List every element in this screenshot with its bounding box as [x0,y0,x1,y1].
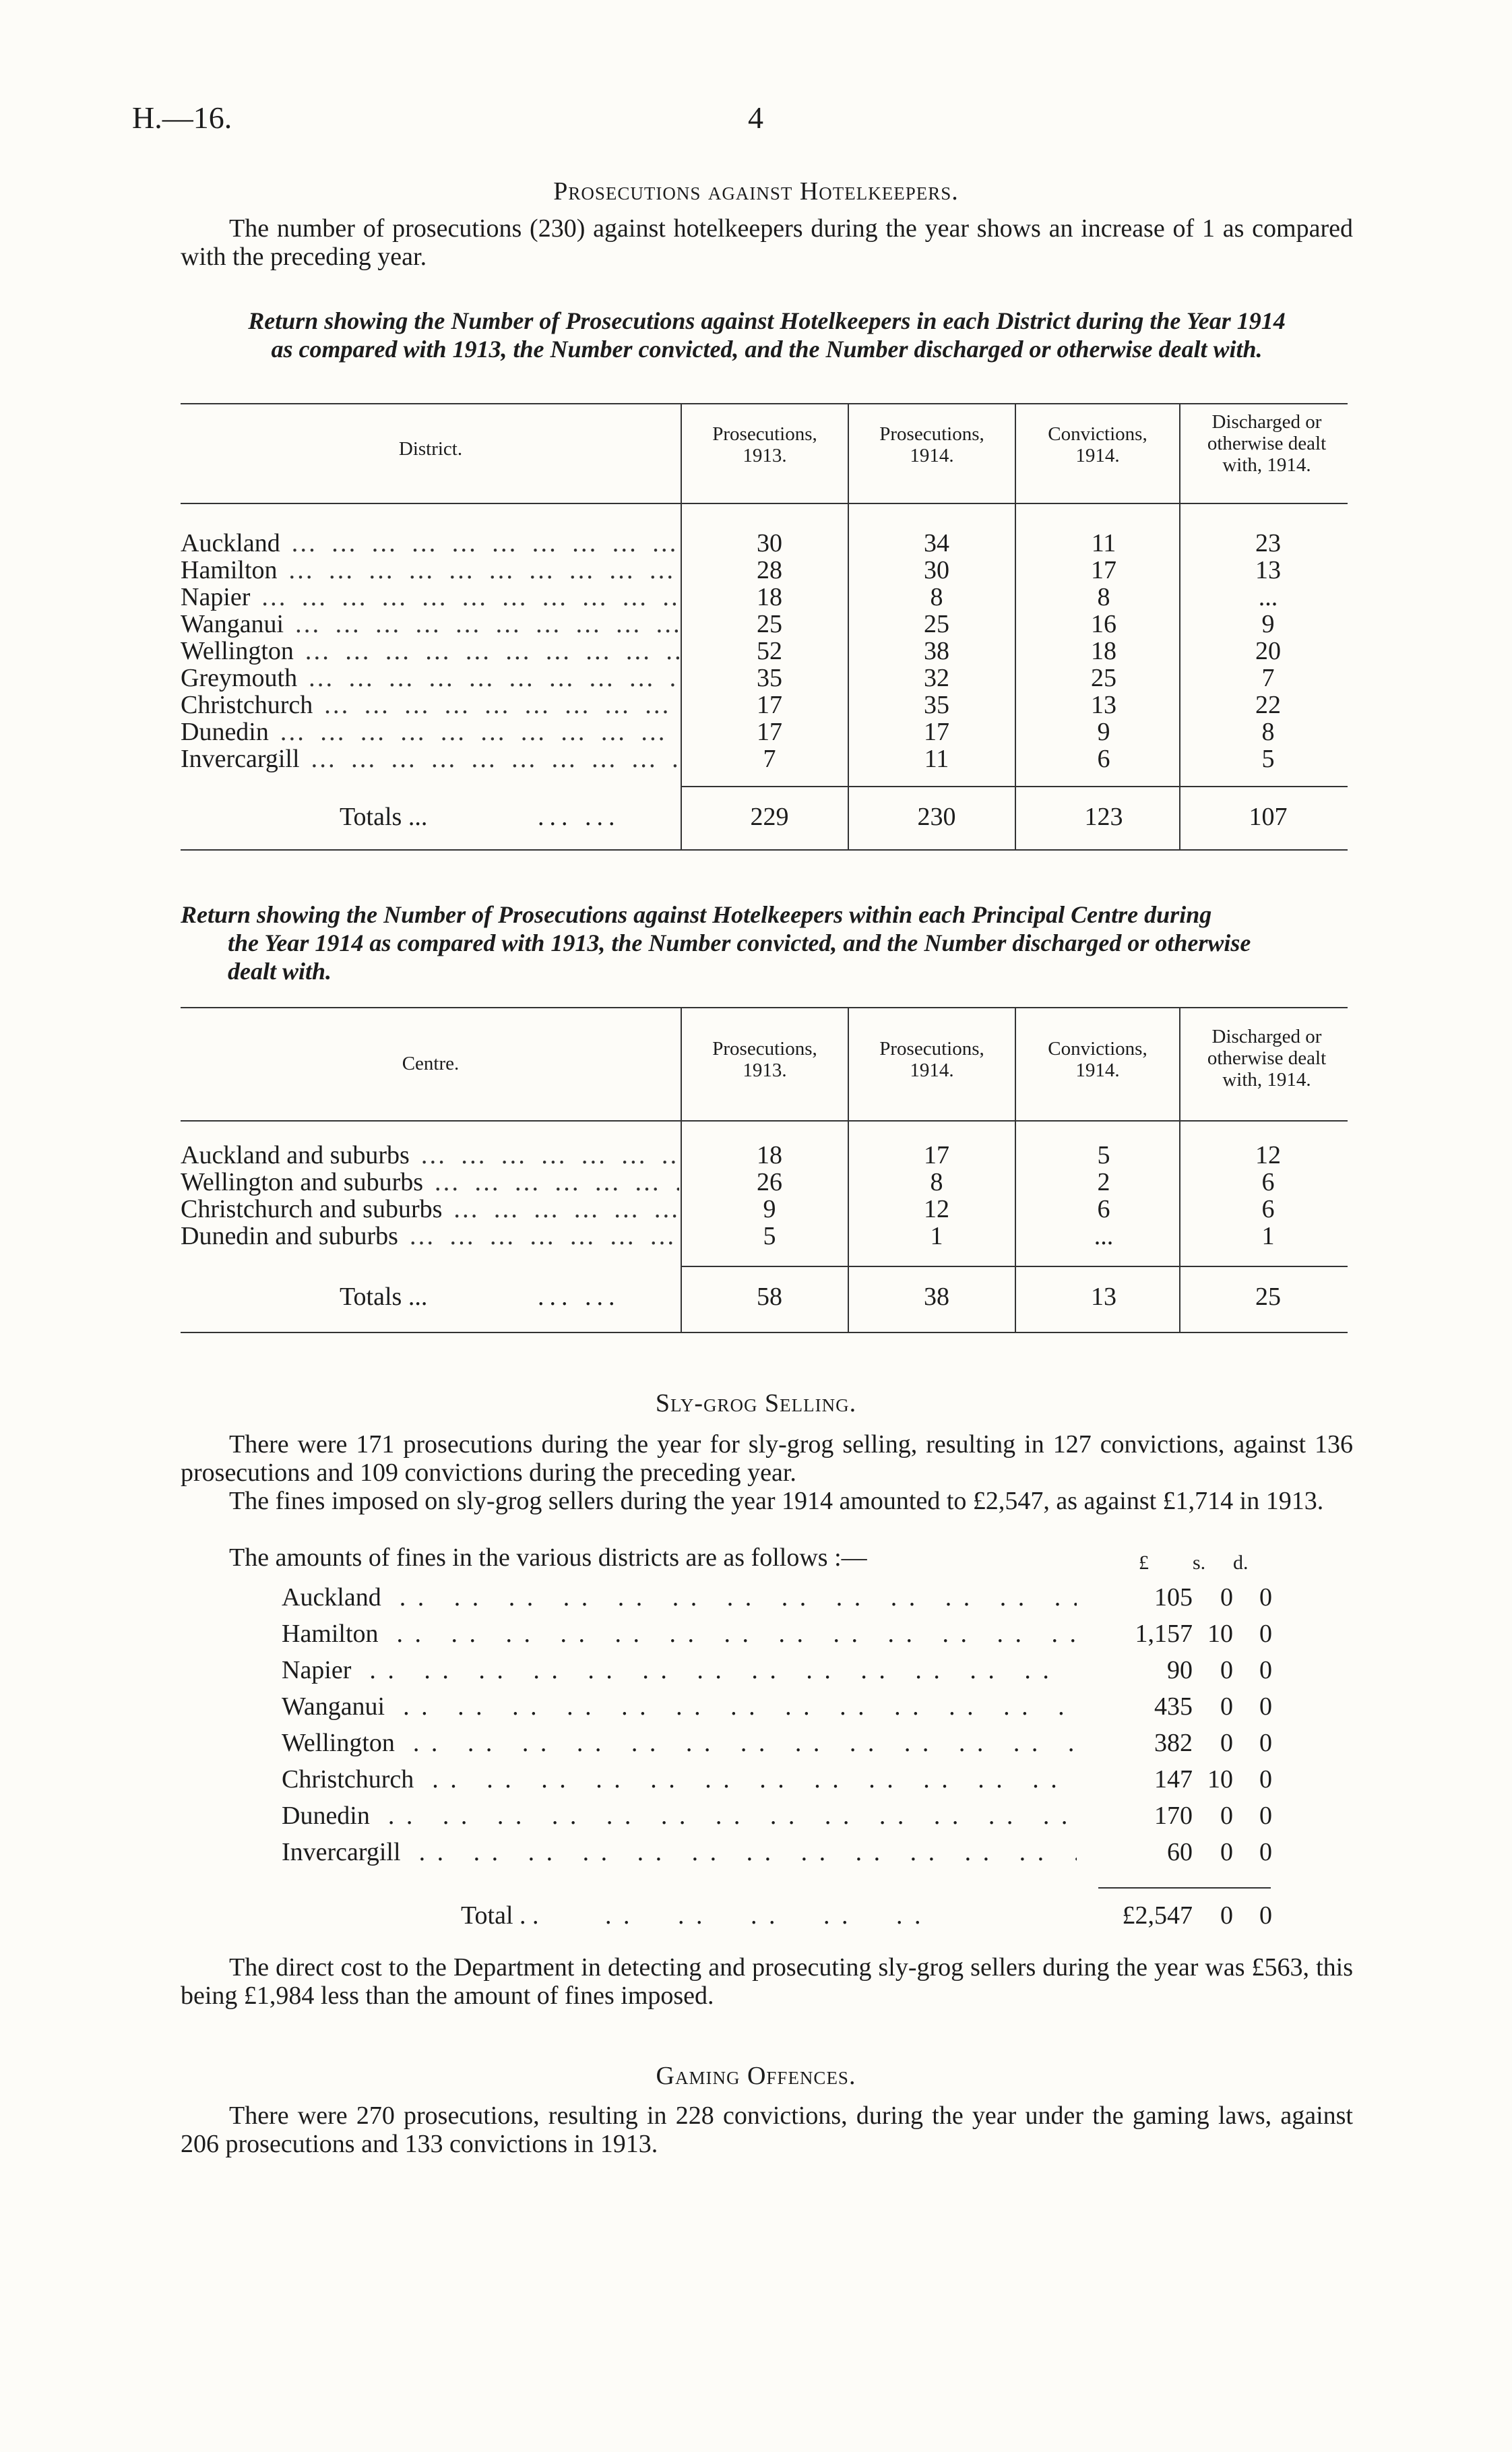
col-head-line: with, 1914. [1222,1069,1311,1091]
total-prosecutions-1914: 38 [924,1283,949,1311]
cell-convictions: 6 [1097,1195,1110,1223]
table-row [181,638,1348,665]
col-head-prosecutions-1914 [854,1038,1009,1081]
table-row [181,1196,1348,1223]
fines-total-row [282,1899,1272,1932]
total-discharged: 25 [1255,1283,1281,1311]
paragraph-slygrog-2 [181,1487,1353,1515]
cell-convictions: 25 [1091,664,1116,692]
row-centre: Christchurch and suburbs … … … … … … … … … … … … … … [181,1196,679,1223]
table-row [181,1223,1348,1250]
table-row [181,665,1348,692]
fines-pence: 0 [1259,1692,1272,1721]
fines-shillings: 0 [1220,1729,1233,1757]
col-head-line: Convictions, [1048,423,1147,445]
cell-convictions: 16 [1091,610,1116,638]
table2-caption-line3: dealt with. [228,958,332,985]
table1-caption [181,307,1353,363]
col-head-line: Prosecutions, [712,423,817,445]
fines-district: Hamilton . . [282,1618,1077,1650]
fines-shillings: 0 [1220,1583,1233,1612]
page-number: 4 [748,100,763,135]
fines-row [282,1654,1272,1686]
fines-pence: 0 [1259,1802,1272,1830]
cell-prosecutions-1913: 28 [757,556,782,584]
totals-label: Totals ... [340,803,428,831]
cell-prosecutions-1913: 17 [757,691,782,719]
col-head-prosecutions-1913 [687,1038,842,1081]
cell-discharged: 9 [1261,610,1275,638]
total-prosecutions-1913: 58 [757,1283,782,1311]
col-head-line: 1914. [1075,445,1120,466]
col-head-discharged [1185,411,1349,476]
cell-discharged: 6 [1261,1168,1275,1196]
paragraph-hotelkeepers-intro [181,214,1353,271]
cell-prosecutions-1914: 12 [924,1195,949,1223]
section-heading-slygrog: Sly-grog Selling. [655,1389,857,1417]
cell-prosecutions-1914: 11 [924,745,949,773]
cell-prosecutions-1913: 52 [757,637,782,665]
table-row [181,530,1348,557]
cell-prosecutions-1914: 30 [924,556,949,584]
fines-pounds: 90 [1167,1656,1193,1684]
fines-district: Wanganui . . [282,1690,1077,1723]
fines-row [282,1690,1272,1723]
row-centre: Wellington and suburbs … … … … … … … … … … … … … … [181,1169,679,1196]
table-rule [181,1007,1348,1008]
fines-pence: 0 [1259,1620,1272,1648]
row-centre: Dunedin and suburbs … … … … … … … … … … … … … … [181,1223,679,1250]
fines-pounds: 105 [1154,1583,1193,1612]
row-district: Hamilton … … … … … … … … … … … … … … [181,557,679,584]
cell-discharged: 22 [1255,691,1281,719]
cell-prosecutions-1914: 35 [924,691,949,719]
table2-caption-line2: the Year 1914 as compared with 1913, the Number convicted, and the Number discharged or otherwise [228,929,1251,956]
fines-shillings: 10 [1207,1620,1233,1648]
cell-discharged: ... [1258,583,1278,611]
fines-shillings: 0 [1220,1656,1233,1684]
cell-prosecutions-1913: 25 [757,610,782,638]
fines-pence: 0 [1259,1729,1272,1757]
cell-convictions: ... [1094,1222,1114,1250]
col-head-line: 1914. [910,1060,954,1081]
fines-shillings: 0 [1220,1838,1233,1866]
cell-prosecutions-1913: 18 [757,1141,782,1169]
fines-shillings: 10 [1207,1765,1233,1794]
fines-pounds: 60 [1167,1838,1193,1866]
centre-table [181,1007,1348,1337]
paragraph-slygrog-3 [181,1543,1353,1572]
cell-convictions: 2 [1097,1168,1110,1196]
table-row [181,1169,1348,1196]
cell-prosecutions-1913: 7 [763,745,776,773]
table1-caption-line2: as compared with 1913, the Number convicted, and the Number discharged or otherwise dealt with. [271,336,1263,363]
fines-total-label: Total . . [461,1901,539,1930]
totals-label: Totals ... [340,1283,428,1311]
row-district: Auckland … … … … … … … … … … … … … … [181,530,679,557]
cell-discharged: 20 [1255,637,1281,665]
col-head-line: with, 1914. [1222,454,1311,476]
cell-convictions: 5 [1097,1141,1110,1169]
fines-pence: 0 [1259,1583,1272,1612]
cell-prosecutions-1913: 18 [757,583,782,611]
row-district: Greymouth … … … … … … … … … … … … … … [181,665,679,692]
cell-prosecutions-1913: 17 [757,718,782,746]
col-head-line: Prosecutions, [879,1038,984,1060]
table-row [181,557,1348,584]
fines-row [282,1618,1272,1650]
col-head-line: Discharged or [1211,411,1322,433]
col-head-centre: Centre. [402,1053,460,1074]
total-convictions: 123 [1084,803,1123,831]
col-head-convictions-1914 [1021,423,1174,466]
fines-total-pounds: £2,547 [1122,1901,1193,1930]
col-head-line: otherwise dealt [1207,1047,1327,1069]
table-row [181,745,1348,772]
row-district: Invercargill … … … … … … … … … … … … … … [181,745,679,772]
col-head-discharged [1185,1026,1349,1091]
cell-prosecutions-1914: 17 [924,718,949,746]
cell-convictions: 6 [1097,745,1110,773]
table-rule [181,403,1348,404]
cell-convictions: 8 [1097,583,1110,611]
fines-shillings: 0 [1220,1802,1233,1830]
fines-row [282,1581,1272,1614]
paragraph-text: The amounts of fines in the various districts are as follows :— [229,1543,867,1572]
col-head-line: otherwise dealt [1207,433,1327,454]
fines-district: Wellington . . [282,1727,1077,1759]
table2-caption-line1: Return showing the Number of Prosecutions against Hotelkeepers within each Principal Centre during [181,901,1212,928]
cell-prosecutions-1914: 8 [930,583,943,611]
row-centre: Auckland and suburbs … … … … … … … … … … … … … … [181,1142,679,1169]
cell-discharged: 5 [1261,745,1275,773]
fines-district: Napier . . [282,1654,1077,1686]
cell-prosecutions-1914: 25 [924,610,949,638]
cell-discharged: 12 [1255,1141,1281,1169]
fines-district: Auckland . . [282,1581,1077,1614]
cell-prosecutions-1913: 26 [757,1168,782,1196]
col-head-line: Prosecutions, [712,1038,817,1060]
total-convictions: 13 [1091,1283,1116,1311]
cell-prosecutions-1914: 8 [930,1168,943,1196]
paragraph-slygrog-4 [181,1953,1353,2010]
fines-row [282,1836,1272,1868]
col-head-line: Discharged or [1211,1026,1322,1047]
col-head-pence: d. [1233,1552,1249,1574]
cell-convictions: 18 [1091,637,1116,665]
cell-prosecutions-1913: 30 [757,529,782,557]
cell-discharged: 8 [1261,718,1275,746]
fines-shillings: 0 [1220,1692,1233,1721]
paragraph-text: The direct cost to the Department in detecting and prosecuting sly-grog sellers during the year was £563, this being £1,984 less than the amount of fines imposed. [181,1953,1353,2010]
cell-prosecutions-1914: 32 [924,664,949,692]
col-head-prosecutions-1913 [687,423,842,466]
paragraph-text: The fines imposed on sly-grog sellers during the year 1914 amounted to £2,547, as against £1,714 in 1913. [229,1487,1324,1515]
col-head-line: Convictions, [1048,1038,1147,1060]
table2-caption [181,900,1353,985]
row-district: Napier … … … … … … … … … … … … … … [181,584,679,611]
cell-prosecutions-1913: 9 [763,1195,776,1223]
cell-prosecutions-1914: 17 [924,1141,949,1169]
fines-row [282,1727,1272,1759]
fines-pounds: 170 [1154,1802,1193,1830]
fines-district: Dunedin . . [282,1800,1077,1832]
row-district: Christchurch … … … … … … … … … … … … … … [181,692,679,718]
fines-pounds: 435 [1154,1692,1193,1721]
table-rule [181,1120,1348,1122]
fines-pounds: 147 [1154,1765,1193,1794]
totals-row [181,803,1348,830]
col-head-line: 1914. [1075,1060,1120,1081]
paragraph-text: The number of prosecutions (230) against hotelkeepers during the year shows an increase of 1 as compared with the preceding year. [181,214,1353,271]
fines-pounds: 382 [1154,1729,1193,1757]
totals-leader-dots: ... ... [538,803,621,831]
col-head-pounds: £ [1139,1552,1149,1574]
table-row [181,1142,1348,1169]
col-head-line: 1914. [910,445,954,466]
fines-pence: 0 [1259,1656,1272,1684]
row-district: Wellington … … … … … … … … … … … … … … [181,638,679,665]
totals-rule [681,786,1348,787]
fines-total-shillings: 0 [1220,1901,1233,1930]
col-head-line: Prosecutions, [879,423,984,445]
cell-prosecutions-1913: 5 [763,1222,776,1250]
table-rule [181,1332,1348,1333]
col-head-shillings: s. [1193,1552,1206,1574]
total-prosecutions-1914: 230 [917,803,956,831]
col-head-district: District. [398,438,463,460]
cell-convictions: 13 [1091,691,1116,719]
fines-row [282,1800,1272,1832]
row-district: Dunedin … … … … … … … … … … … … … … [181,718,679,745]
document-reference: H.—16. [132,100,232,135]
cell-discharged: 13 [1255,556,1281,584]
fines-total-pence: 0 [1259,1901,1272,1930]
cell-prosecutions-1913: 35 [757,664,782,692]
fines-pence: 0 [1259,1838,1272,1866]
cell-discharged: 23 [1255,529,1281,557]
cell-convictions: 9 [1097,718,1110,746]
table-row [181,611,1348,638]
fines-total-dots: . . . . . . . . . . [605,1901,924,1930]
col-head-prosecutions-1914 [854,423,1009,466]
paragraph-slygrog-1 [181,1430,1353,1487]
paragraph-text: There were 270 prosecutions, resulting in 228 convictions, during the year under the gaming laws, against 206 prosecutions and 133 convictions in 1913. [181,2102,1353,2158]
totals-leader-dots: ... ... [538,1283,621,1311]
col-head-line: 1913. [743,445,787,466]
cell-discharged: 6 [1261,1195,1275,1223]
col-head-convictions-1914 [1021,1038,1174,1081]
fines-district: Christchurch . . [282,1763,1077,1796]
cell-discharged: 1 [1261,1222,1275,1250]
table-row [181,584,1348,611]
table-rule [181,503,1348,504]
fines-pounds: 1,157 [1135,1620,1193,1648]
fines-pence: 0 [1259,1765,1272,1794]
paragraph-text: There were 171 prosecutions during the year for sly-grog selling, resulting in 127 convictions, against 136 prosecutions and 109 convictions during the preceding year. [181,1430,1353,1487]
cell-prosecutions-1914: 1 [930,1222,943,1250]
fines-total-rule [1098,1887,1271,1889]
section-heading-gaming: Gaming Offences. [656,2062,856,2090]
table-row [181,692,1348,718]
table-rule [181,849,1348,851]
total-discharged: 107 [1249,803,1288,831]
fines-row [282,1763,1272,1796]
row-district: Wanganui … … … … … … … … … … … … … … [181,611,679,638]
total-prosecutions-1913: 229 [750,803,789,831]
table-row [181,718,1348,745]
fines-district: Invercargill . . [282,1836,1077,1868]
totals-rule [681,1266,1348,1267]
section-heading-hotelkeepers: Prosecutions against Hotelkeepers. [553,177,959,206]
cell-convictions: 17 [1091,556,1116,584]
col-head-line: 1913. [743,1060,787,1081]
cell-convictions: 11 [1091,529,1116,557]
district-table [181,403,1348,855]
table1-caption-line1: Return showing the Number of Prosecutions against Hotelkeepers in each District during the Year 1914 [248,307,1286,334]
paragraph-gaming [181,2102,1353,2158]
cell-prosecutions-1914: 38 [924,637,949,665]
totals-row [181,1283,1348,1310]
cell-prosecutions-1914: 34 [924,529,949,557]
cell-discharged: 7 [1261,664,1275,692]
